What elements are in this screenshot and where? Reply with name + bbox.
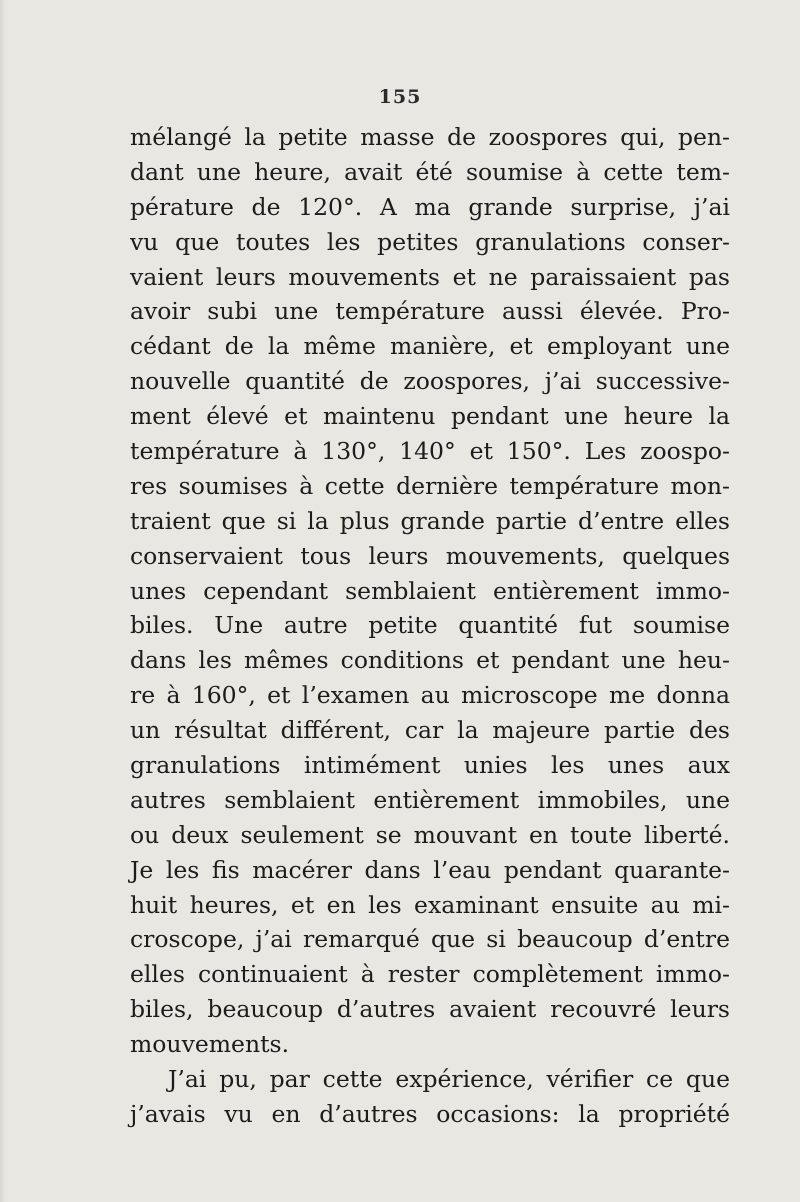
text-line: un résultat différent, car la majeure partie des: [130, 716, 730, 745]
paragraph-end-line: mouvements.: [130, 1030, 290, 1059]
text-line: j’avais vu en d’autres occasions: la propriété: [130, 1099, 730, 1128]
text-line: température à 130°, 140° et 150°. Les zoospo-: [130, 437, 730, 466]
text-line: biles. Une autre petite quantité fut soumise: [130, 611, 730, 640]
text-line: huit heures, et en les examinant ensuite au mi-: [130, 890, 730, 919]
text-line: vu que toutes les petites granulations conser-: [130, 227, 730, 256]
text-line: mélangé la petite masse de zoospores qui, pen-: [130, 123, 730, 151]
text-line: avoir subi une température aussi élevée. Pro-: [130, 297, 730, 326]
text-line: biles, beaucoup d’autres avaient recouvré leurs: [130, 995, 730, 1024]
text-line: cédant de la même manière, et employant une: [130, 332, 730, 361]
text-line: res soumises à cette dernière température mon-: [130, 471, 730, 500]
text-line: re à 160°, et l’examen au microscope me donna: [130, 681, 730, 710]
text-line: traient que si la plus grande partie d’entre elles: [130, 506, 730, 535]
text-line: granulations intimément unies les unes aux: [130, 751, 730, 780]
text-line: dant une heure, avait été soumise à cette tem-: [130, 157, 730, 186]
body-text: [130, 120, 730, 1132]
text-line: vaient leurs mouvements et ne paraissaient pas: [130, 262, 730, 291]
text-line: ou deux seulement se mouvant en toute liberté.: [130, 820, 730, 849]
paragraph-start-line: J’ai pu, par cette expérience, vérifier ce que: [168, 1065, 730, 1094]
text-line: elles continuaient à rester complètement immo-: [130, 960, 730, 989]
text-line: croscope, j’ai remarqué que si beaucoup d’entre: [130, 925, 730, 954]
page-edge-shadow: [0, 0, 6, 1202]
text-line: Je les fis macérer dans l’eau pendant quarante-: [130, 855, 730, 884]
text-line: dans les mêmes conditions et pendant une heu-: [130, 646, 730, 675]
page-number: 155: [378, 86, 422, 108]
text-line: nouvelle quantité de zoospores, j’ai successive-: [130, 367, 730, 396]
text-line: ment élevé et maintenu pendant une heure la: [130, 402, 730, 431]
text-line: autres semblaient entièrement immobiles, une: [130, 785, 730, 814]
text-line: unes cependant semblaient entièrement immo-: [130, 576, 730, 605]
text-line: conservaient tous leurs mouvements, quelques: [130, 541, 730, 570]
text-line: pérature de 120°. A ma grande surprise, j’ai: [130, 192, 730, 221]
